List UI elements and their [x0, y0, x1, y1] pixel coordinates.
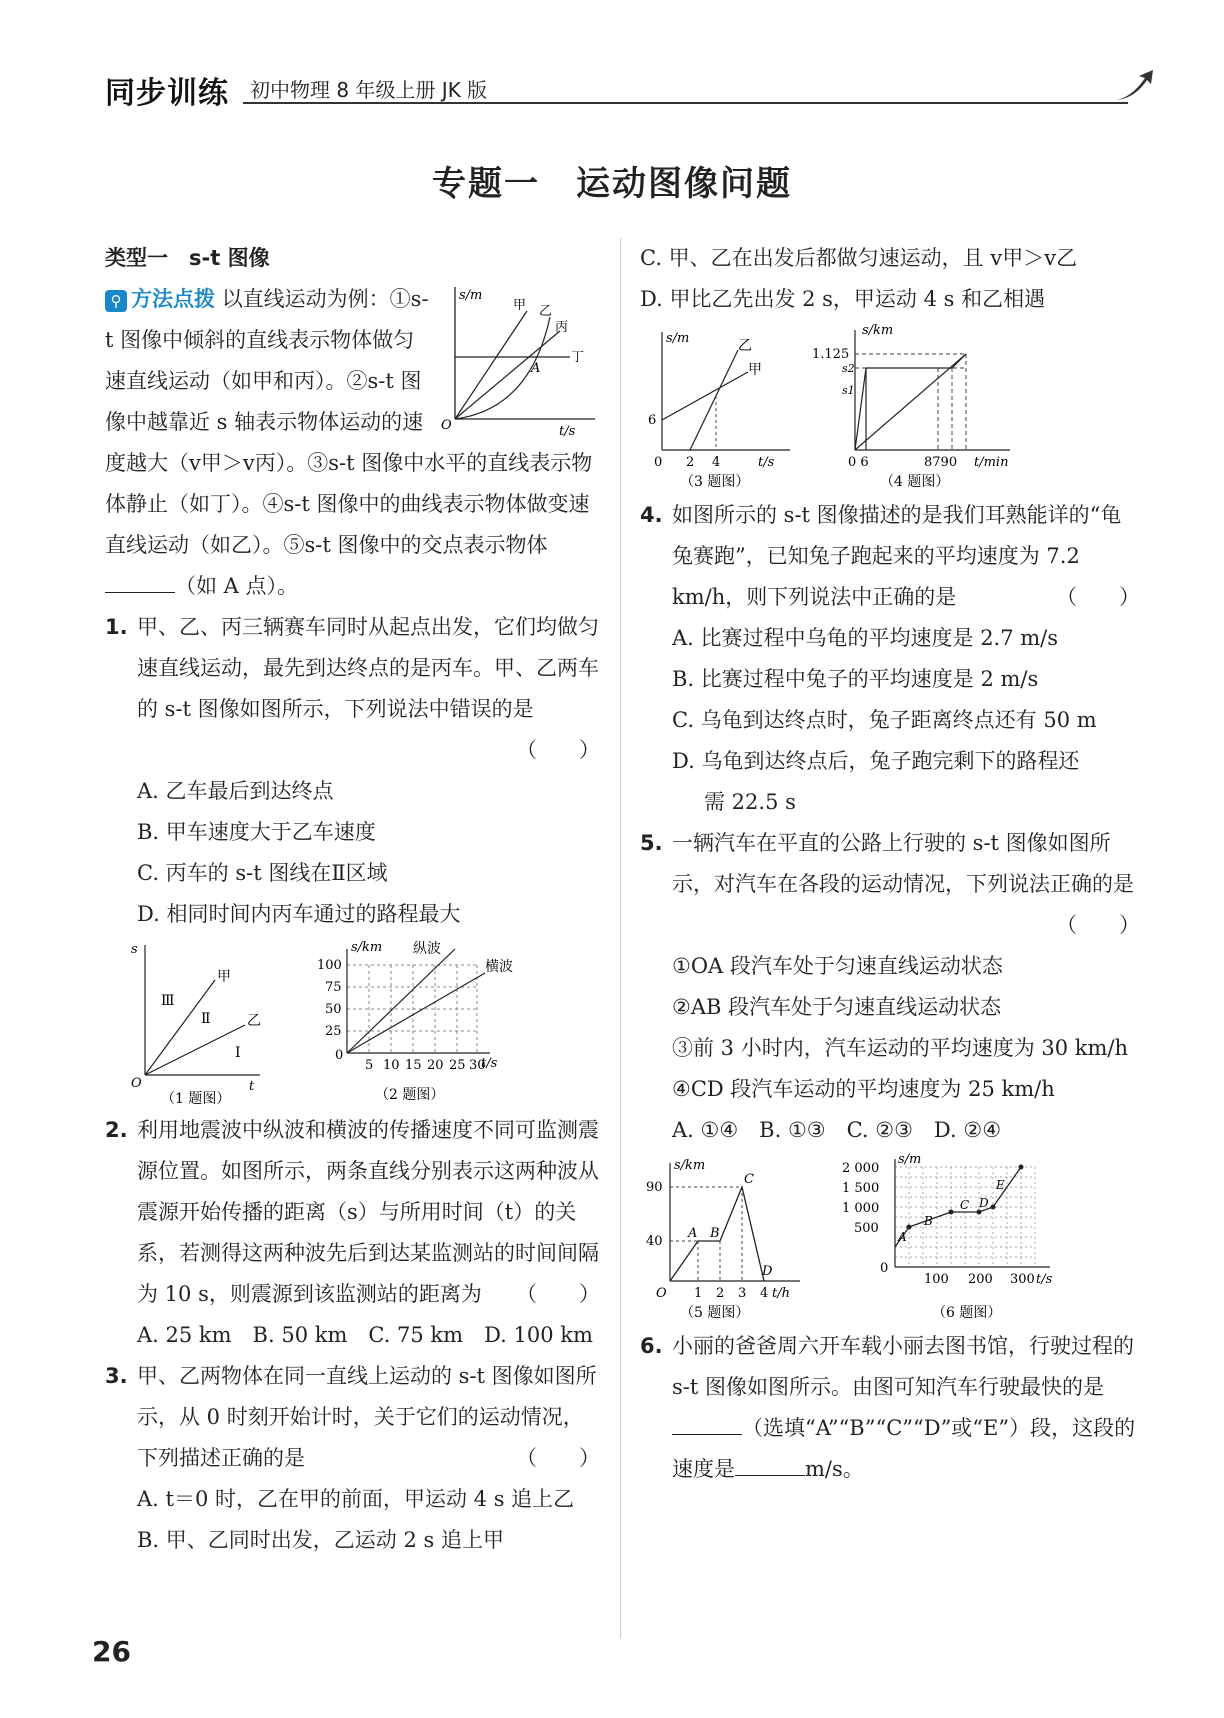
f4-ytick-s1: s1 — [842, 384, 855, 397]
f3-xtick-0: 0 — [654, 455, 663, 470]
tip-origin: O — [441, 418, 452, 433]
f6-ylabel: s/m — [898, 1152, 922, 1167]
f5-point-a: A — [688, 1226, 698, 1241]
question-number: 4. — [640, 503, 663, 527]
options-line: A. ①④ B. ①③ C. ②③ D. ②④ — [672, 1118, 1002, 1142]
f5-point-b: B — [710, 1226, 720, 1241]
right-column — [640, 238, 1140, 1490]
figure-row-5-6 — [640, 1151, 1140, 1326]
f4-ytick-1125: 1.125 — [812, 347, 850, 362]
f2-xtick-25: 25 — [449, 1058, 466, 1073]
question-4 — [640, 495, 1140, 618]
f6-ytick-2000: 2 000 — [842, 1161, 880, 1176]
f5-ytick-40: 40 — [646, 1234, 663, 1249]
left-column — [105, 238, 600, 1561]
question-5 — [640, 823, 1140, 946]
tip-graph — [435, 279, 600, 439]
f2-ytick-25: 25 — [325, 1024, 342, 1039]
f6-caption: （6 题图） — [932, 1305, 1002, 1321]
f2-ytick-75: 75 — [325, 980, 342, 995]
answer-paren[interactable]: （ ） — [516, 738, 600, 762]
f3-xlabel: t/s — [758, 455, 775, 470]
f2-ytick-50: 50 — [325, 1002, 342, 1017]
f5-point-c: C — [744, 1172, 754, 1187]
page-number: 26 — [92, 1635, 131, 1668]
tip-label-bing: 丙 — [555, 320, 569, 335]
tip-blank[interactable] — [105, 572, 175, 593]
question-stem: 甲、乙两物体在同一直线上运动的 s-t 图像如图所示，从 0 时刻开始计时，关于它们的运动情况，下列描述正确的是 — [137, 1364, 597, 1470]
f3-ylabel: s/m — [666, 331, 690, 346]
header-rule — [243, 102, 1128, 104]
f4-caption: （4 题图） — [880, 474, 950, 490]
f6-point-d: D — [979, 1196, 989, 1210]
tip-ylabel: s/m — [459, 288, 483, 303]
f2-line-s: 横波 — [485, 959, 513, 975]
tip-label-yi: 乙 — [539, 304, 553, 319]
answer-paren[interactable]: （ ） — [516, 1282, 600, 1306]
figure-3 — [640, 320, 800, 492]
option-d: D. 甲比乙先出发 2 s，甲运动 4 s 和乙相遇 — [640, 287, 1046, 311]
f3-line-jia: 甲 — [748, 362, 762, 378]
option-a: A. 乙车最后到达终点 — [137, 779, 334, 803]
question-2 — [105, 1110, 600, 1315]
figure-4 — [810, 320, 1070, 492]
f5-point-d: D — [762, 1264, 773, 1279]
figure-row-3-4 — [640, 320, 1140, 495]
f5-xtick-3: 3 — [738, 1286, 747, 1301]
f3-xtick-4: 4 — [712, 455, 721, 470]
f2-xtick-15: 15 — [405, 1058, 422, 1073]
f6-ytick-500: 500 — [854, 1221, 879, 1236]
question-number: 5. — [640, 831, 663, 855]
question-stem: 小丽的爸爸周六开车载小丽去图书馆，行驶过程的 s-t 图像如图所示。由图可知汽车行驶最快的是 — [672, 1334, 1134, 1399]
tip-label: 方法点拨 — [131, 287, 215, 311]
f4-xticks-0-6: 0 6 — [848, 455, 869, 470]
f1-region-3: Ⅲ — [161, 993, 175, 1009]
f1-origin: O — [131, 1076, 142, 1091]
question-stem-cont: （选填“A”“B”“C”“D”或“E”）段，这段的速度是 — [672, 1416, 1136, 1481]
column-divider — [620, 238, 621, 1638]
f6-ytick-0: 0 — [880, 1261, 889, 1276]
f2-ylabel: s/km — [351, 940, 383, 955]
f5-xtick-4: 4 — [760, 1286, 769, 1301]
f2-ytick-0: 0 — [335, 1048, 344, 1063]
statement-2: ②AB 段汽车处于匀速直线运动状态 — [672, 995, 1002, 1019]
figure-row-1-2 — [105, 935, 600, 1110]
brand-title: 同步训练 — [105, 76, 229, 111]
book-subtitle: 初中物理 8 年级上册 JK 版 — [250, 78, 488, 102]
f6-point-c: C — [960, 1198, 970, 1212]
f3-ytick-6: 6 — [648, 413, 657, 428]
option-a: A. 比赛过程中乌龟的平均速度是 2.7 m/s — [672, 626, 1059, 650]
question-stem: 如图所示的 s-t 图像描述的是我们耳熟能详的“龟兔赛跑”，已知兔子跑起来的平均速度为 7.2 km/h，则下列说法中正确的是 — [672, 503, 1122, 609]
tip-xlabel: t/s — [559, 424, 576, 439]
option-a: A. t＝0 时，乙在甲的前面，甲运动 4 s 追上乙 — [137, 1487, 575, 1511]
option-d: D. 相同时间内丙车通过的路程最大 — [137, 902, 461, 926]
statement-3: ③前 3 小时内，汽车运动的平均速度为 30 km/h — [672, 1036, 1129, 1060]
question-number: 1. — [105, 615, 128, 639]
page-title: 专题一 运动图像问题 — [432, 164, 792, 204]
option-c: C. 丙车的 s-t 图线在Ⅱ区域 — [137, 861, 388, 885]
answer-paren[interactable]: （ ） — [1056, 913, 1140, 937]
answer-blank-speed[interactable] — [735, 1455, 805, 1476]
question-number: 2. — [105, 1118, 128, 1142]
question-6 — [640, 1326, 1140, 1490]
f6-xtick-300: 300 — [1010, 1272, 1035, 1287]
f2-xlabel: t/s — [481, 1056, 498, 1071]
tip-label-ding: 丁 — [571, 350, 585, 365]
answer-paren[interactable]: （ ） — [1056, 585, 1140, 609]
page-header — [105, 68, 1145, 111]
f5-xlabel: t/h — [772, 1286, 790, 1301]
options-line: A. 25 km B. 50 km C. 75 km D. 100 km — [137, 1323, 593, 1347]
f6-ytick-1500: 1 500 — [842, 1181, 880, 1196]
question-1 — [105, 607, 600, 771]
option-d-cont: 需 22.5 s — [704, 790, 796, 814]
figure-6 — [840, 1151, 1090, 1323]
tip-point-a: A — [531, 361, 541, 376]
f5-ylabel: s/km — [674, 1158, 706, 1173]
answer-paren[interactable]: （ ） — [516, 1446, 600, 1470]
f5-caption: （5 题图） — [680, 1305, 750, 1321]
option-c: C. 甲、乙在出发后都做匀速运动，且 v甲＞v乙 — [640, 246, 1078, 270]
f3-caption: （3 题图） — [680, 474, 750, 490]
f2-caption: （2 题图） — [375, 1087, 445, 1103]
magnifier-icon: ⚲ — [105, 290, 127, 312]
f1-line-jia: 甲 — [217, 969, 231, 985]
f5-xtick-1: 1 — [694, 1286, 703, 1301]
option-d: D. 乌龟到达终点后，兔子跑完剩下的路程还 — [672, 749, 1080, 773]
section-heading: 类型一 s-t 图像 — [105, 246, 270, 270]
f2-xtick-5: 5 — [365, 1058, 374, 1073]
statement-1: ①OA 段汽车处于匀速直线运动状态 — [672, 954, 1003, 978]
tip-label-jia: 甲 — [513, 298, 527, 313]
answer-blank-segment[interactable] — [672, 1414, 742, 1435]
f3-xtick-2: 2 — [686, 455, 695, 470]
f1-xlabel: t — [249, 1079, 255, 1094]
question-number: 6. — [640, 1334, 663, 1358]
f6-point-e: E — [996, 1178, 1005, 1192]
f4-xlabel: t/min — [974, 455, 1009, 470]
f1-region-2: Ⅱ — [201, 1011, 211, 1027]
f6-xtick-200: 200 — [968, 1272, 993, 1287]
f2-xtick-20: 20 — [427, 1058, 444, 1073]
f2-ytick-100: 100 — [317, 958, 342, 973]
f4-xtick-8790: 8790 — [924, 455, 958, 470]
f6-ytick-1000: 1 000 — [842, 1201, 880, 1216]
f5-ytick-90: 90 — [646, 1180, 663, 1195]
question-stem: 利用地震波中纵波和横波的传播速度不同可监测震源位置。如图所示，两条直线分别表示这两种波从震源开始传播的距离（s）与所用时间（t）的关系，若测得这两种波先后到达某监测站的时间间隔为 10 s，则震源到该监测站的距离为 — [137, 1118, 599, 1306]
tip-text: 以直线运动为例：①s-t 图像中倾斜的直线表示物体做匀速直线运动（如甲和丙）。②s-t 图像中越靠近 s 轴表示物体运动的速度越大（v甲＞v丙）。③s-t 图像中水平的直线表示物体静止（如丁）。④s-t 图像中的曲线表示物体做变速直线运动（如乙）。⑤s-t 图像中的交点表示物体 — [105, 287, 593, 557]
f1-region-1: Ⅰ — [235, 1045, 241, 1061]
method-tip — [105, 279, 600, 607]
f6-xtick-100: 100 — [924, 1272, 949, 1287]
question-3 — [105, 1356, 600, 1479]
question-number: 3. — [105, 1364, 128, 1388]
f1-line-yi: 乙 — [247, 1013, 261, 1029]
statement-4: ④CD 段汽车运动的平均速度为 25 km/h — [672, 1077, 1055, 1101]
f2-line-p: 纵波 — [413, 941, 441, 957]
f3-line-yi: 乙 — [738, 338, 752, 354]
option-b: B. 甲车速度大于乙车速度 — [137, 820, 376, 844]
f1-caption: （1 题图） — [161, 1091, 231, 1107]
f6-point-a: A — [898, 1230, 907, 1244]
option-c: C. 乌龟到达终点时，兔子距离终点还有 50 m — [672, 708, 1097, 732]
question-stem: 甲、乙、丙三辆赛车同时从起点出发，它们均做匀速直线运动，最先到达终点的是丙车。甲、乙两车的 s-t 图像如图所示，下列说法中错误的是 — [137, 615, 599, 721]
f6-xlabel: t/s — [1036, 1272, 1053, 1287]
figure-2 — [305, 935, 545, 1105]
question-stem: 一辆汽车在平直的公路上行驶的 s-t 图像如图所示，对汽车在各段的运动情况，下列说法正确的是 — [672, 831, 1134, 896]
figure-5 — [640, 1151, 810, 1323]
f4-ytick-s2: s2 — [842, 362, 855, 375]
f5-xtick-2: 2 — [716, 1286, 725, 1301]
arrow-icon — [1115, 68, 1155, 102]
option-b: B. 比赛过程中兔子的平均速度是 2 m/s — [672, 667, 1039, 691]
f4-ylabel: s/km — [862, 323, 894, 338]
f2-xtick-10: 10 — [383, 1058, 400, 1073]
f6-point-b: B — [924, 1214, 933, 1228]
question-stem-end: m/s。 — [805, 1457, 864, 1481]
f1-ylabel: s — [131, 942, 138, 957]
option-b: B. 甲、乙同时出发，乙运动 2 s 追上甲 — [137, 1528, 504, 1552]
f5-origin: O — [656, 1286, 667, 1301]
f2-xtick-30: 30 — [469, 1058, 486, 1073]
tip-text-end: （如 A 点）。 — [175, 574, 299, 598]
figure-1 — [125, 935, 275, 1105]
